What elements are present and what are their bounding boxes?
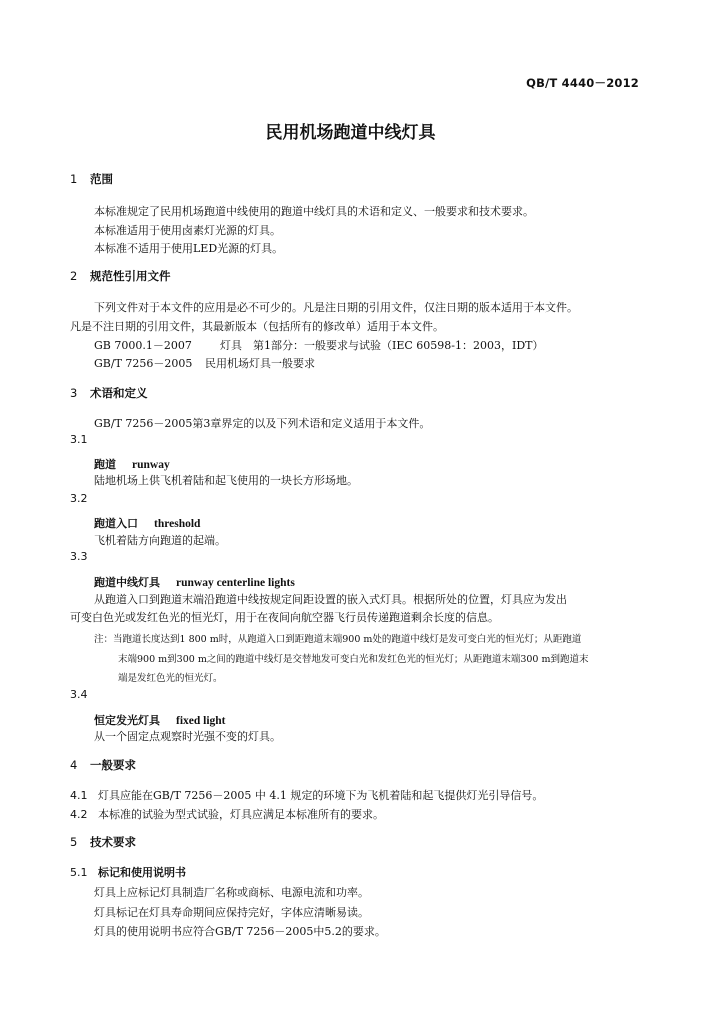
section-number: 5: [70, 835, 78, 849]
term-definition: 可变白色光或发红色光的恒光灯，用于在夜间向航空器飞行员传递跑道剩余长度的信息。: [70, 611, 499, 624]
section-number: 4: [70, 758, 78, 772]
term-definition: 飞机着陆方向跑道的起端。: [94, 534, 226, 547]
section-title: 规范性引用文件: [90, 269, 171, 283]
term-heading: [94, 453, 170, 472]
section-5-heading: [70, 834, 136, 850]
reference-item: [94, 355, 315, 371]
term-definition: 从一个固定点观察时光强不变的灯具。: [94, 730, 281, 743]
section-number: 3: [70, 386, 78, 400]
note: 端是发红色光的恒光灯。: [118, 673, 223, 684]
term-en: threshold: [154, 518, 201, 530]
section-title: 一般要求: [90, 758, 136, 772]
clause: [70, 806, 384, 822]
paragraph: 本标准适用于使用卤素灯光源的灯具。: [94, 224, 281, 237]
section-3-heading: [70, 385, 148, 401]
subsection-heading: [70, 864, 186, 880]
term-en: fixed light: [176, 715, 226, 727]
paragraph: 灯具的使用说明书应符合GB/T 7256－2005中5.2的要求。: [94, 925, 386, 938]
section-4-heading: [70, 757, 136, 773]
clause-number: 4.1: [70, 789, 88, 802]
reference-code: GB 7000.1－2007: [94, 339, 192, 352]
term-number: 3.2: [70, 492, 88, 505]
reference-title: 灯具 第1部分：一般要求与试验（IEC 60598-1：2003，IDT）: [220, 339, 544, 352]
section-title: 范围: [90, 172, 113, 186]
section-number: 1: [70, 172, 78, 186]
paragraph: GB/T 7256－2005第3章界定的以及下列术语和定义适用于本文件。: [94, 417, 431, 430]
term-heading: [94, 709, 226, 728]
section-title: 技术要求: [90, 835, 136, 849]
term-en: runway: [132, 459, 170, 471]
section-1-heading: [70, 171, 113, 187]
paragraph: 灯具标记在灯具寿命期间应保持完好，字体应清晰易读。: [94, 906, 369, 919]
term-cn: 恒定发光灯具: [94, 714, 160, 727]
clause-number: 4.2: [70, 808, 88, 821]
term-number: 3.4: [70, 688, 88, 701]
term-cn: 跑道中线灯具: [94, 576, 160, 589]
term-number: 3.3: [70, 550, 88, 563]
term-en: runway centerline lights: [176, 577, 295, 589]
subsection-number: 5.1: [70, 866, 88, 879]
paragraph: 灯具上应标记灯具制造厂名称或商标、电源电流和功率。: [94, 886, 369, 899]
term-cn: 跑道入口: [94, 517, 138, 530]
term-heading: [94, 512, 200, 531]
term-definition: 从跑道入口到跑道末端沿跑道中线按规定间距设置的嵌入式灯具。根据所处的位置，灯具应为发出: [94, 593, 567, 606]
paragraph: 本标准规定了民用机场跑道中线使用的跑道中线灯具的术语和定义、一般要求和技术要求。: [94, 205, 534, 218]
note: 末端900 m到300 m之间的跑道中线灯是交替地发可变白光和发红色光的恒光灯；从距跑道末端300 m到跑道末: [118, 654, 589, 665]
term-definition: 陆地机场上供飞机着陆和起飞使用的一块长方形场地。: [94, 474, 358, 487]
reference-title: 民用机场灯具一般要求: [205, 357, 315, 370]
section-2-heading: [70, 268, 171, 284]
paragraph: 下列文件对于本文件的应用是必不可少的。凡是注日期的引用文件，仅注日期的版本适用于本文件。: [94, 301, 578, 314]
section-number: 2: [70, 269, 78, 283]
section-title: 术语和定义: [90, 386, 148, 400]
standard-code: QB/T 4440－2012: [526, 76, 639, 90]
term-number: 3.1: [70, 433, 88, 446]
clause-text: 本标准的试验为型式试验，灯具应满足本标准所有的要求。: [98, 808, 384, 821]
paragraph: 本标准不适用于使用LED光源的灯具。: [94, 242, 284, 255]
clause: [70, 787, 543, 803]
term-heading: [94, 571, 295, 590]
paragraph: 凡是不注日期的引用文件，其最新版本（包括所有的修改单）适用于本文件。: [70, 320, 444, 333]
document-title: 民用机场跑道中线灯具: [265, 123, 436, 143]
reference-item: [94, 337, 544, 353]
term-cn: 跑道: [94, 458, 116, 471]
note: 注：当跑道长度达到1 800 m时，从跑道入口到距跑道末端900 m处的跑道中线灯是发可变白光的恒光灯；从距跑道: [94, 634, 582, 645]
reference-code: GB/T 7256－2005: [94, 357, 193, 370]
subsection-title: 标记和使用说明书: [98, 866, 186, 879]
clause-text: 灯具应能在GB/T 7256－2005 中 4.1 规定的环境下为飞机着陆和起飞提供灯光引导信号。: [98, 789, 544, 802]
